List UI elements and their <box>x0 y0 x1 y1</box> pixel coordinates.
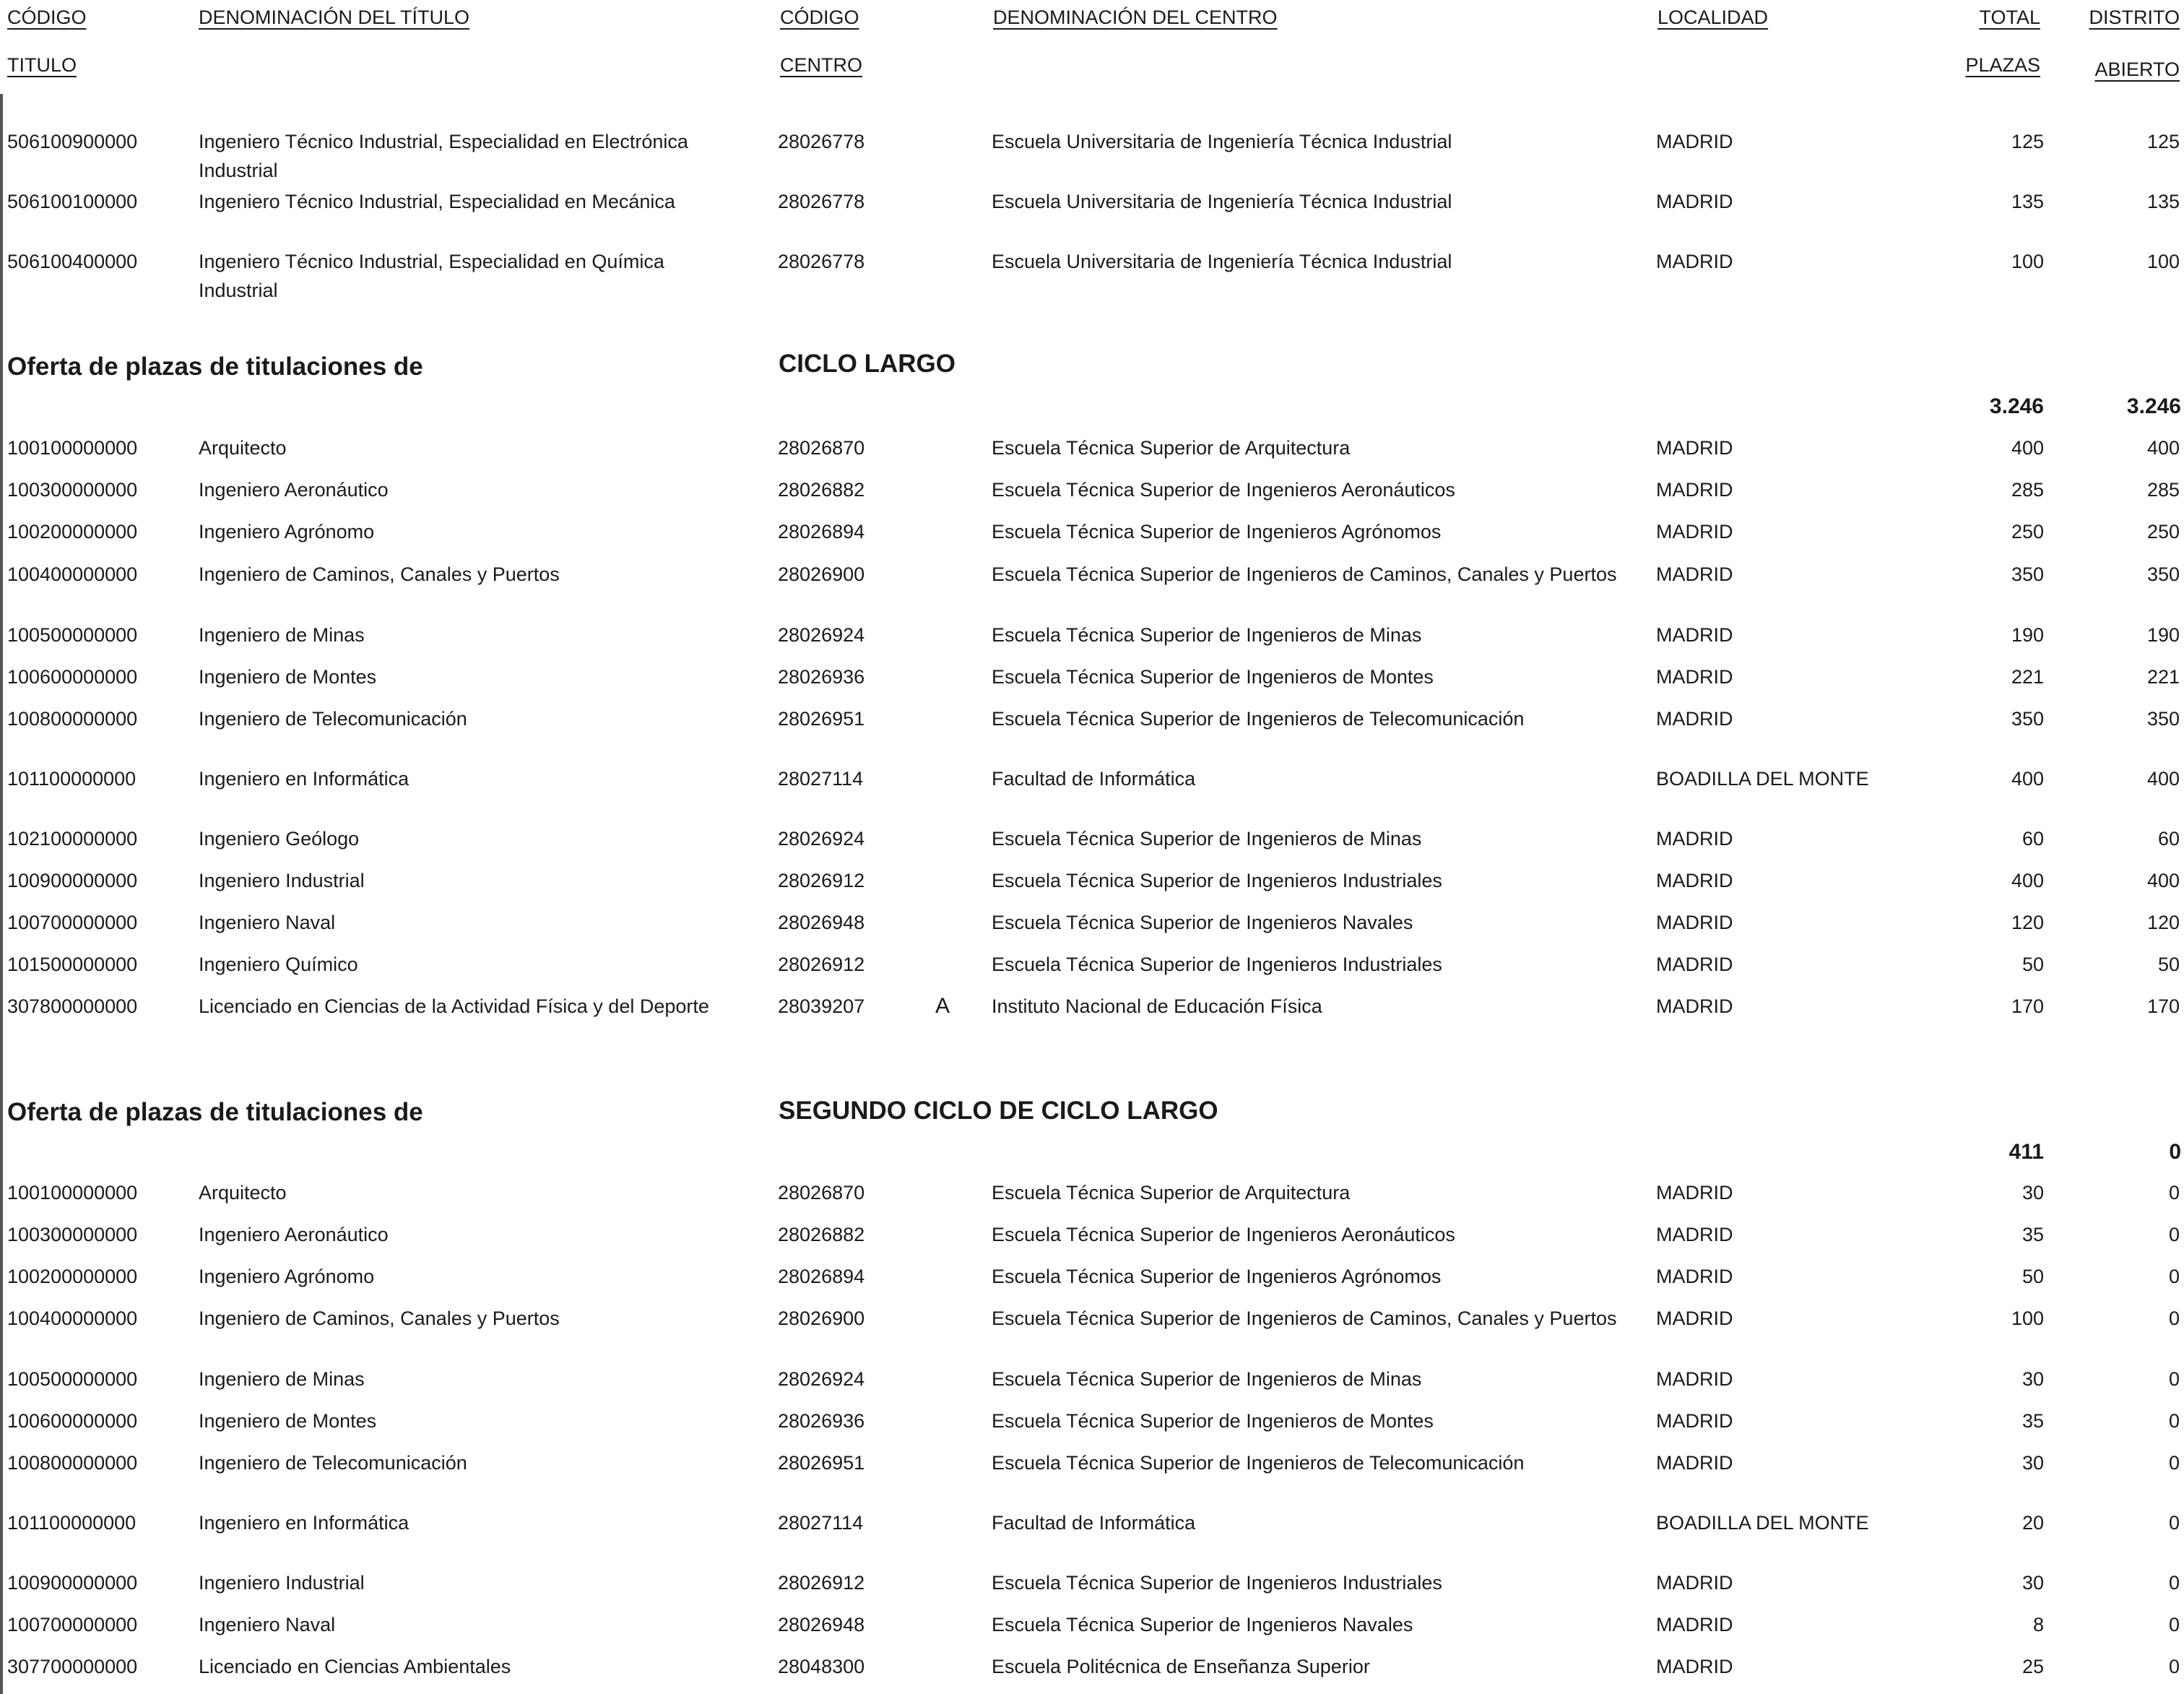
cell-center-code: 28039207 <box>778 995 865 1017</box>
cell-code: 100700000000 <box>7 1614 138 1635</box>
cell-distrito: 0 <box>2168 1512 2180 1534</box>
cell-title: Ingeniero Industrial <box>199 870 365 891</box>
cell-title: Ingeniero de Telecomunicación <box>199 1452 467 1474</box>
cell-center: Escuela Técnica Superior de Ingenieros de Montes <box>992 666 1434 688</box>
cell-locality: MADRID <box>1656 131 1733 152</box>
cell-plazas: 170 <box>2011 995 2044 1017</box>
cell-code: 101100000000 <box>7 1512 136 1534</box>
header-localidad: LOCALIDAD <box>1658 7 1769 28</box>
cell-title: Ingeniero Naval <box>199 912 336 933</box>
cell-title: Ingeniero de Caminos, Canales y Puertos <box>199 563 560 585</box>
cell-title: Ingeniero de Caminos, Canales y Puertos <box>199 1308 560 1329</box>
cell-code: 100800000000 <box>7 1452 138 1474</box>
cell-code: 100100000000 <box>7 437 138 459</box>
header-distrito-2: ABIERTO <box>2094 59 2180 80</box>
cell-center-code: 28026924 <box>778 828 865 850</box>
cell-title: Ingeniero de Minas <box>199 1368 365 1390</box>
section2-total-plazas: 411 <box>2008 1140 2044 1164</box>
cell-center: Escuela Técnica Superior de Ingenieros de Minas <box>992 1368 1422 1390</box>
cell-title: Licenciado en Ciencias Ambientales <box>199 1656 511 1677</box>
cell-plazas: 60 <box>2022 828 2044 850</box>
header-total-2: PLAZAS <box>1965 54 2040 76</box>
cell-plazas: 20 <box>2022 1512 2044 1534</box>
cell-locality: MADRID <box>1656 1614 1733 1635</box>
cell-locality: BOADILLA DEL MONTE <box>1656 768 1869 790</box>
cell-center-code: 28026900 <box>778 563 865 585</box>
cell-title: Ingeniero Aeronáutico <box>199 1224 389 1245</box>
cell-locality: MADRID <box>1656 708 1733 730</box>
header-codigo-centro-1: CÓDIGO <box>780 7 859 28</box>
cell-title: Ingeniero Industrial <box>199 1572 365 1594</box>
cell-code: 506100400000 <box>7 251 138 272</box>
cell-locality: MADRID <box>1656 995 1733 1017</box>
cell-distrito: 125 <box>2146 131 2180 152</box>
cell-code: 101500000000 <box>7 954 138 975</box>
cell-code: 100200000000 <box>7 1266 138 1287</box>
cell-code: 100400000000 <box>7 563 138 585</box>
header-codigo-titulo-2: TITULO <box>7 54 77 76</box>
cell-locality: MADRID <box>1656 1452 1733 1474</box>
cell-locality: MADRID <box>1656 1656 1733 1677</box>
cell-plazas: 135 <box>2011 191 2044 212</box>
cell-title: Ingeniero Técnico Industrial, Especialidad en Electrónica Industrial <box>199 131 688 181</box>
cell-center: Instituto Nacional de Educación Física <box>992 995 1322 1017</box>
cell-plazas: 350 <box>2011 563 2044 585</box>
cell-center: Escuela Técnica Superior de Ingenieros de Montes <box>992 1410 1434 1432</box>
cell-plazas: 35 <box>2022 1410 2044 1432</box>
cell-center: Facultad de Informática <box>992 1512 1196 1534</box>
header-total-1: TOTAL <box>1979 7 2040 28</box>
cell-locality: MADRID <box>1656 1572 1733 1594</box>
cell-locality: MADRID <box>1656 1182 1733 1203</box>
cell-locality: MADRID <box>1656 521 1733 543</box>
cell-code: 100500000000 <box>7 624 138 646</box>
cell-locality: BOADILLA DEL MONTE <box>1656 1512 1869 1534</box>
cell-plazas: 25 <box>2022 1656 2044 1677</box>
cell-plazas: 30 <box>2022 1572 2044 1594</box>
section1-label: Oferta de plazas de titulaciones de <box>7 353 423 381</box>
cell-plazas: 100 <box>2011 251 2044 272</box>
cell-center-code: 28026912 <box>778 1572 865 1594</box>
cell-title: Ingeniero Químico <box>199 954 358 975</box>
cell-plazas: 50 <box>2022 1266 2044 1287</box>
cell-center: Escuela Técnica Superior de Ingenieros de Minas <box>992 624 1422 646</box>
cell-code: 100200000000 <box>7 521 138 543</box>
header-distrito-1: DISTRITO <box>2089 7 2180 28</box>
cell-center-code: 28026882 <box>778 479 865 501</box>
cell-distrito: 0 <box>2168 1368 2180 1390</box>
cell-code: 506100900000 <box>7 131 138 152</box>
cell-center: Escuela Técnica Superior de Ingenieros Navales <box>992 912 1413 933</box>
cell-center: Escuela Técnica Superior de Ingenieros de Caminos, Canales y Puertos <box>992 1308 1617 1329</box>
cell-distrito: 0 <box>2168 1656 2180 1677</box>
cell-distrito: 190 <box>2146 624 2180 646</box>
cell-title: Ingeniero Agrónomo <box>199 1266 375 1287</box>
cell-plazas: 190 <box>2011 624 2044 646</box>
cell-code: 100800000000 <box>7 708 138 730</box>
cell-locality: MADRID <box>1656 1368 1733 1390</box>
cell-title: Ingeniero de Montes <box>199 666 377 688</box>
cell-title: Ingeniero Aeronáutico <box>199 479 389 501</box>
cell-plazas: 350 <box>2011 708 2044 730</box>
cell-code: 100700000000 <box>7 912 138 933</box>
cell-locality: MADRID <box>1656 870 1733 891</box>
cell-center-code: 28026936 <box>778 1410 865 1432</box>
section2-total-distrito: 0 <box>2169 1140 2181 1164</box>
cell-plazas: 35 <box>2022 1224 2044 1245</box>
cell-center: Escuela Politécnica de Enseñanza Superior <box>992 1656 1370 1677</box>
cell-distrito: 250 <box>2146 521 2180 543</box>
cell-distrito: 0 <box>2168 1266 2180 1287</box>
cell-center-code: 28026894 <box>778 521 865 543</box>
cell-title: Ingeniero Geólogo <box>199 828 360 850</box>
cell-center-code: 28026924 <box>778 1368 865 1390</box>
cell-plazas: 125 <box>2011 131 2044 152</box>
cell-center-code: 28026924 <box>778 624 865 646</box>
cell-title: Ingeniero de Montes <box>199 1410 377 1432</box>
cell-title: Ingeniero Naval <box>199 1614 336 1635</box>
cell-locality: MADRID <box>1656 666 1733 688</box>
cell-distrito: 350 <box>2146 708 2180 730</box>
cell-code: 100500000000 <box>7 1368 138 1390</box>
cell-title: Ingeniero Agrónomo <box>199 521 375 543</box>
header-codigo-titulo-1: CÓDIGO <box>7 7 87 28</box>
cell-code: 101100000000 <box>7 768 136 790</box>
cell-center-code: 28026951 <box>778 708 865 730</box>
cell-center: Escuela Técnica Superior de Ingenieros de Telecomunicación <box>992 1452 1525 1474</box>
cell-locality: MADRID <box>1656 191 1733 212</box>
cell-code: 307700000000 <box>7 1656 138 1677</box>
cell-code: 100300000000 <box>7 479 138 501</box>
cell-center-code: 28027114 <box>778 1512 864 1534</box>
cell-center: Escuela Técnica Superior de Ingenieros de Telecomunicación <box>992 708 1525 730</box>
cell-locality: MADRID <box>1656 1308 1733 1329</box>
section1-total-plazas: 3.246 <box>1989 394 2044 418</box>
cell-plazas: 30 <box>2022 1182 2044 1203</box>
cell-code: 506100100000 <box>7 191 138 212</box>
cell-distrito: 285 <box>2146 479 2180 501</box>
cell-flag: A <box>935 994 950 1018</box>
cell-distrito: 100 <box>2146 251 2180 272</box>
cell-center-code: 28026948 <box>778 1614 865 1635</box>
cell-center-code: 28026912 <box>778 870 865 891</box>
cell-plazas: 250 <box>2011 521 2044 543</box>
cell-locality: MADRID <box>1656 624 1733 646</box>
cell-title: Licenciado en Ciencias de la Actividad Física y del Deporte <box>199 995 709 1017</box>
cell-center-code: 28026870 <box>778 1182 865 1203</box>
cell-locality: MADRID <box>1656 437 1733 459</box>
cell-plazas: 30 <box>2022 1452 2044 1474</box>
cell-center-code: 28026778 <box>778 251 865 272</box>
cell-center-code: 28026936 <box>778 666 865 688</box>
cell-center: Escuela Técnica Superior de Ingenieros Agrónomos <box>992 1266 1442 1287</box>
cell-code: 100600000000 <box>7 1410 138 1432</box>
cell-plazas: 8 <box>2032 1614 2044 1635</box>
cell-distrito: 0 <box>2168 1452 2180 1474</box>
cell-center: Escuela Técnica Superior de Arquitectura <box>992 437 1351 459</box>
cell-locality: MADRID <box>1656 912 1733 933</box>
cell-distrito: 120 <box>2146 912 2180 933</box>
cell-locality: MADRID <box>1656 1266 1733 1287</box>
cell-code: 100900000000 <box>7 1572 138 1594</box>
cell-title: Ingeniero de Minas <box>199 624 365 646</box>
cell-title: Ingeniero en Informática <box>199 1512 410 1534</box>
cell-plazas: 400 <box>2011 768 2044 790</box>
cell-locality: MADRID <box>1656 479 1733 501</box>
cell-title: Ingeniero Técnico Industrial, Especialidad en Química Industrial <box>199 251 664 301</box>
cell-distrito: 0 <box>2168 1614 2180 1635</box>
cell-plazas: 120 <box>2011 912 2044 933</box>
section1-total-distrito: 3.246 <box>2126 394 2181 418</box>
cell-plazas: 400 <box>2011 437 2044 459</box>
cell-plazas: 50 <box>2022 954 2044 975</box>
cell-distrito: 0 <box>2168 1572 2180 1594</box>
cell-distrito: 60 <box>2157 828 2180 850</box>
cell-center: Escuela Universitaria de Ingeniería Técnica Industrial <box>992 191 1452 212</box>
section2-label: Oferta de plazas de titulaciones de <box>7 1098 423 1126</box>
cell-code: 100100000000 <box>7 1182 138 1203</box>
cell-distrito: 0 <box>2168 1410 2180 1432</box>
cell-plazas: 100 <box>2011 1308 2044 1329</box>
cell-code: 100900000000 <box>7 870 138 891</box>
cell-center-code: 28026870 <box>778 437 865 459</box>
header-codigo-centro-2: CENTRO <box>780 54 862 76</box>
cell-title: Ingeniero en Informática <box>199 768 410 790</box>
cell-code: 100400000000 <box>7 1308 138 1329</box>
cell-code: 100300000000 <box>7 1224 138 1245</box>
cell-center-code: 28026951 <box>778 1452 865 1474</box>
cell-center: Escuela Técnica Superior de Ingenieros de Minas <box>992 828 1422 850</box>
cell-title: Ingeniero de Telecomunicación <box>199 708 467 730</box>
cell-code: 100600000000 <box>7 666 138 688</box>
cell-center-code: 28026900 <box>778 1308 865 1329</box>
cell-locality: MADRID <box>1656 563 1733 585</box>
cell-center: Escuela Técnica Superior de Ingenieros Aeronáuticos <box>992 479 1455 501</box>
cell-locality: MADRID <box>1656 954 1733 975</box>
cell-center: Escuela Técnica Superior de Ingenieros Navales <box>992 1614 1413 1635</box>
cell-locality: MADRID <box>1656 828 1733 850</box>
cell-distrito: 0 <box>2168 1224 2180 1245</box>
section1-type: CICLO LARGO <box>779 350 956 378</box>
cell-plazas: 285 <box>2011 479 2044 501</box>
cell-center-code: 28027114 <box>778 768 864 790</box>
cell-center: Escuela Técnica Superior de Ingenieros Industriales <box>992 954 1442 975</box>
cell-plazas: 30 <box>2022 1368 2044 1390</box>
cell-distrito: 400 <box>2146 870 2180 891</box>
cell-center-code: 28026778 <box>778 131 865 152</box>
cell-distrito: 170 <box>2146 995 2180 1017</box>
header-denominacion-titulo: DENOMINACIÓN DEL TÍTULO <box>199 7 470 28</box>
cell-center-code: 28048300 <box>778 1656 865 1677</box>
cell-center-code: 28026948 <box>778 912 865 933</box>
cell-title: Ingeniero Técnico Industrial, Especialidad en Mecánica <box>199 191 675 212</box>
cell-distrito: 0 <box>2168 1308 2180 1329</box>
cell-distrito: 400 <box>2146 437 2180 459</box>
cell-center: Escuela Técnica Superior de Ingenieros Industriales <box>992 1572 1442 1594</box>
cell-center: Escuela Técnica Superior de Ingenieros Agrónomos <box>992 521 1442 543</box>
cell-distrito: 400 <box>2146 768 2180 790</box>
cell-code: 102100000000 <box>7 828 138 850</box>
cell-center-code: 28026778 <box>778 191 865 212</box>
cell-locality: MADRID <box>1656 1224 1733 1245</box>
cell-distrito: 0 <box>2168 1182 2180 1203</box>
cell-plazas: 400 <box>2011 870 2044 891</box>
cell-center-code: 28026882 <box>778 1224 865 1245</box>
cell-plazas: 221 <box>2011 666 2044 688</box>
cell-center-code: 28026894 <box>778 1266 865 1287</box>
cell-center: Facultad de Informática <box>992 768 1196 790</box>
cell-code: 307800000000 <box>7 995 138 1017</box>
cell-center: Escuela Técnica Superior de Ingenieros de Caminos, Canales y Puertos <box>992 563 1617 585</box>
cell-locality: MADRID <box>1656 251 1733 272</box>
cell-locality: MADRID <box>1656 1410 1733 1432</box>
cell-title: Arquitecto <box>199 437 287 459</box>
section2-type: SEGUNDO CICLO DE CICLO LARGO <box>779 1097 1218 1125</box>
cell-distrito: 221 <box>2146 666 2180 688</box>
cell-center: Escuela Técnica Superior de Ingenieros Aeronáuticos <box>992 1224 1455 1245</box>
cell-center: Escuela Universitaria de Ingeniería Técnica Industrial <box>992 131 1452 152</box>
cell-center: Escuela Técnica Superior de Ingenieros Industriales <box>992 870 1442 891</box>
left-border-line <box>0 94 3 1694</box>
cell-center: Escuela Universitaria de Ingeniería Técnica Industrial <box>992 251 1452 272</box>
cell-distrito: 350 <box>2146 563 2180 585</box>
cell-distrito: 50 <box>2157 954 2180 975</box>
cell-distrito: 135 <box>2146 191 2180 212</box>
cell-title: Arquitecto <box>199 1182 287 1203</box>
header-denominacion-centro: DENOMINACIÓN DEL CENTRO <box>993 7 1278 28</box>
cell-center: Escuela Técnica Superior de Arquitectura <box>992 1182 1351 1203</box>
cell-center-code: 28026912 <box>778 954 865 975</box>
